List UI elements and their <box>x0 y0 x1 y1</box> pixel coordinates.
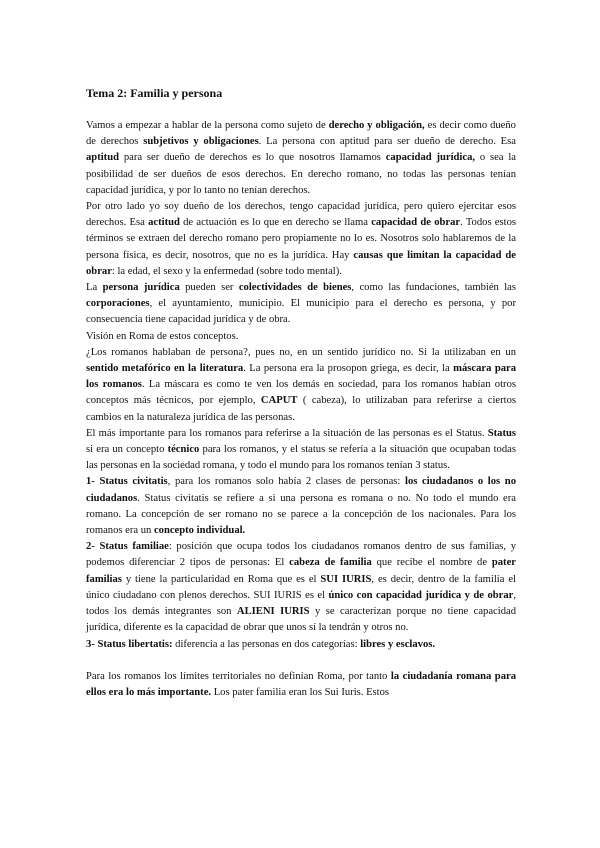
bold-text: causas que limitan la capacidad de obrar <box>86 249 516 277</box>
text-run: Los pater familia eran los Sui Iuris. Estos <box>211 686 390 698</box>
bold-text: pater familias <box>86 557 516 585</box>
bold-text: técnico <box>167 444 200 456</box>
text-run: pueden ser <box>179 282 239 294</box>
text-run: para ser dueño de derechos es lo que nosotros llamamos <box>118 152 386 164</box>
bold-text: la ciudadanía romana para ellos era lo más importante. <box>86 670 516 698</box>
text-run: . La máscara es como te ven los demás en sociedad, para los romanos habían otros conceptos más técnicos, por ejemplo, <box>86 379 516 407</box>
bold-text: sentido metafórico en la literatura <box>86 363 244 375</box>
text-run: ( cabeza), lo utilizaban para referirse a ciertos cambios en la naturaleza jurídica de las personas. <box>86 395 516 423</box>
text-run: , como las fundaciones, también las <box>351 282 517 294</box>
text-run: ¿Los romanos hablaban de persona?, pues no, en un sentido jurídico no. Si la utilizaban en un <box>86 346 516 358</box>
bold-text: persona jurídica <box>102 282 180 294</box>
bold-text: SUI IURIS <box>320 573 372 585</box>
text-run: : la edad, el sexo y la enfermedad (sobre todo mental). <box>111 265 342 277</box>
bold-text: ALIENI IURIS <box>236 606 310 618</box>
bold-text: CAPUT <box>260 395 298 407</box>
text-run: y se caracterizan porque no tiene capacidad jurídica, diferente es la capacidad de obrar que unos sí la tendrán y otros no. <box>86 606 517 634</box>
text-run: si era un concepto <box>86 444 168 456</box>
text-run: y tiene la particularidad en Roma que es el <box>121 573 321 585</box>
bold-text: subjetivos y obligaciones <box>143 136 259 148</box>
text-run: Vamos a empezar a hablar de la persona como sujeto de <box>86 120 329 131</box>
text-run: . La persona con aptitud para ser dueño de derecho. Esa <box>258 136 516 148</box>
text-run: , todos los demás integrantes son <box>86 589 516 618</box>
bold-text: actitud <box>148 217 180 229</box>
paragraph <box>86 637 516 653</box>
document-body <box>86 118 516 701</box>
text-run: , es decir, dentro de la familia el único ciudadano con plenos derechos. SUI IURIS es el <box>86 573 516 601</box>
bold-text: único con capacidad jurídica y de obrar <box>328 589 514 601</box>
paragraph <box>86 669 516 701</box>
bold-text: 2- Status familiae <box>86 541 169 553</box>
bold-text: colectividades de bienes <box>238 282 352 294</box>
bold-text: cabeza de familia <box>289 557 372 569</box>
text-run: , para los romanos solo había 2 clases de personas: <box>167 476 405 488</box>
text-run: es decir como dueño de derechos <box>86 120 516 148</box>
text-run: diferencia a las personas en dos categorías: <box>172 638 361 650</box>
text-run: o sea la posibilidad de ser dueños de esos derechos. En derecho romano, no todas las personas tenían capacidad jurídica, y por lo tanto no tenían derechos. <box>86 152 516 196</box>
page-title: Tema 2: Familia y persona <box>86 86 223 100</box>
paragraph <box>86 539 516 636</box>
text-run: : posición que ocupa todos los ciudadanos romanos dentro de sus familias, y podemos diferenciar 2 tipos de personas: El <box>86 541 516 569</box>
text-run: La <box>86 282 103 294</box>
paragraph <box>86 329 516 345</box>
bold-text: concepto individual. <box>153 525 246 537</box>
text-run: . Status civitatis se refiere a si una persona es romana o no. No todo el mundo era romano. La concepción de ser romano no se parece a la concepción de los nacionales. Para los romanos era un <box>86 492 516 537</box>
bold-text: aptitud <box>86 152 119 164</box>
bold-text: capacidad jurídica, <box>385 152 476 164</box>
text-run: para los romanos, y el status se refería a la situación que ocupaban todas las personas en la sociedad romana, y todo el mundo para los romanos tenían 3 status. <box>86 444 516 472</box>
bold-text: 3- Status libertatis: <box>86 638 173 650</box>
paragraph <box>86 118 516 199</box>
text-run: . La persona era la prosopon griega, es decir, la <box>243 363 454 375</box>
text-run: . Todos estos términos se extraen del derecho romano pero propiamente no lo es. Nosotros solo hablaremos de la persona física, es decir, nosotros, que no es la jurídica. Hay <box>86 217 516 261</box>
text-run: El más importante para los romanos para referirse a la situación de las personas es el Status. <box>86 427 488 439</box>
bold-text: 1- Status civitatis <box>86 476 168 488</box>
bold-text: máscara para los romanos <box>86 363 517 391</box>
bold-text: derecho y obligación, <box>328 120 425 131</box>
text-run: Visión en Roma de estos conceptos. <box>86 330 239 342</box>
paragraph <box>86 280 516 329</box>
bold-text: los ciudadanos o los no ciudadanos <box>86 476 516 504</box>
paragraph <box>86 345 516 426</box>
paragraph <box>86 426 516 475</box>
bold-text: capacidad de obrar <box>371 217 461 229</box>
text-run: de actuación es lo que en derecho se llama <box>179 217 372 229</box>
paragraph <box>86 199 516 280</box>
text-run: , el ayuntamiento, municipio. El municipio para el derecho es persona, y por consecuencia tiene capacidad jurídica y de obra. <box>86 298 516 326</box>
bold-text: Status <box>487 427 516 439</box>
text-run: que recibe el nombre de <box>371 557 492 569</box>
bold-text: corporaciones <box>86 298 150 310</box>
bold-text: libres y esclavos. <box>360 638 436 650</box>
text-run: Para los romanos los límites territoriales no definían Roma, por tanto <box>86 670 391 682</box>
paragraph <box>86 474 516 539</box>
text-run: Por otro lado yo soy dueño de los derechos, tengo capacidad jurídica, pero quiero ejercitar esos derechos. Esa <box>86 201 516 229</box>
